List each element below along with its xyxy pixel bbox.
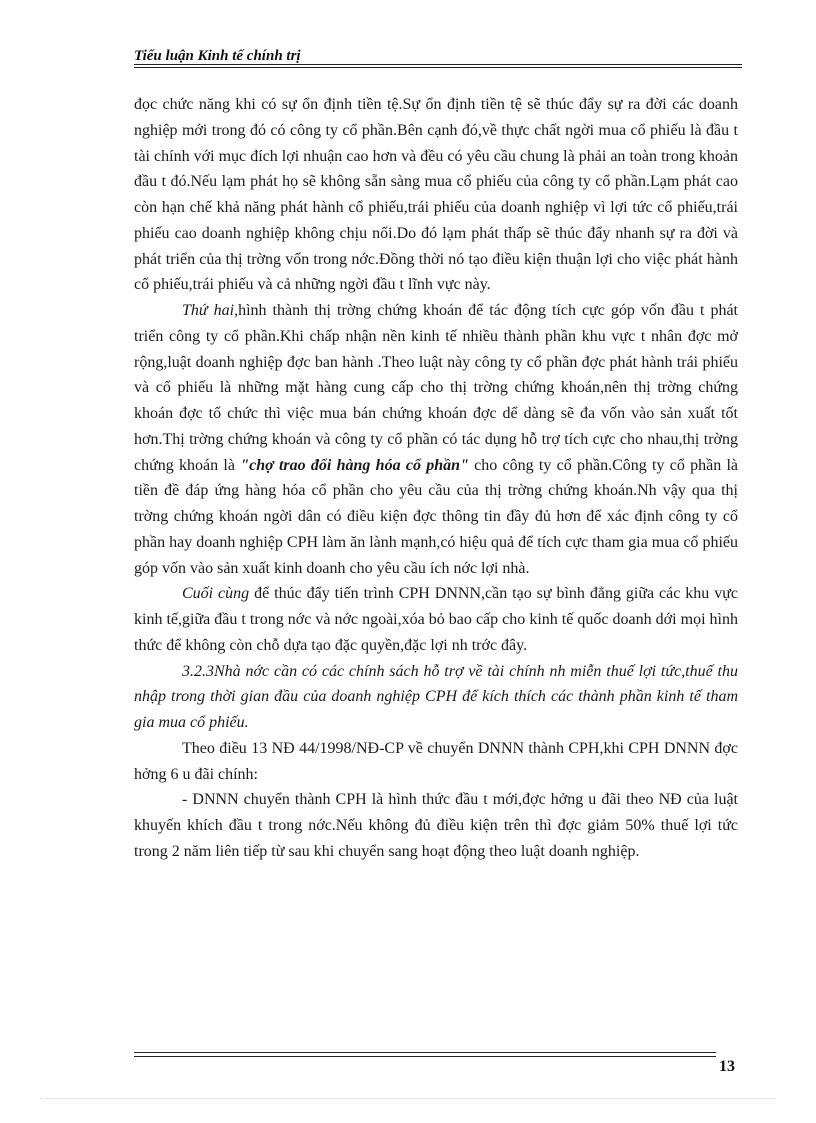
paragraph-3-lead: Cuối cùng: [182, 585, 250, 603]
footer-rule-secondary: [134, 1056, 716, 1057]
paragraph-1: đọc chức năng khi có sự ổn định tiền tệ.Sự ổn định tiền tệ sẽ thúc đẩy sự ra đời các doanh nghiệp mới trong đó có công ty cổ phần.Bên cạnh đó,về thực chất ngời mua cổ phiếu là đầu t tài chính với mục đích lợi nhuận cao hơn và đều có yêu cầu chung là phải an toàn trong khoản đầu t đó.Nếu lạm phát họ sẽ không sẵn sàng mua cổ phiếu của công ty cổ phần.Lạm phát cao còn hạn chế khả năng phát hành cổ phiếu,trái phiếu của doanh nghiệp vì lợi tức cổ phiếu,trái phiếu cao doanh nghiệp không chịu nổi.Do đó lạm phát thấp sẽ thúc đẩy nhanh sự ra đời và phát triển của thị trờng vốn trong nớc.Đồng thời nó tạo điều kiện thuận lợi cho việc phát hành cổ phiếu,trái phiếu và cả những ngời đầu t lĩnh vực này.: [134, 96, 738, 294]
header-title: Tiểu luận Kinh tế chính trị: [134, 48, 301, 64]
page-bottom-dotted-border: [40, 1098, 776, 1099]
paragraph-2-lead: Thứ hai: [182, 302, 235, 319]
paragraph-2-text-a: ,hình thành thị trờng chứng khoán để tác động tích cực góp vốn đầu t phát triển công ty cổ phần.Khi chấp nhận nền kinh tế nhiều thành phần khu vực t nhân đợc mở rộng,luật doanh nghiệp đợc ban hành .Theo luật này công ty cổ phần đợc phát hành trái phiếu và cổ phiếu là những mặt hàng cung cấp cho thị trờng chứng khoán,nên thị trờng chứng khoán đợc tổ chức thì việc mua bán chứng khoán đợc dể dàng sẽ đa vốn vào sản xuất tốt hơn.Thị trờng chứng khoán và công ty cổ phần có tác dụng hỗ trợ tích cực cho nhau,thị trờng chứng khoán là: [134, 302, 739, 474]
paragraph-6: - DNNN chuyển thành CPH là hình thức đầu t mới,đợc hởng u đãi theo NĐ của luật khuyến khích đầu t trong nớc.Nếu không đủ điều kiện trên thì đợc giảm 50% thuế lợi tức trong 2 năm liên tiếp từ sau khi chuyển sang hoạt động theo luật doanh nghiệp.: [134, 791, 738, 860]
paragraph-3-text: để thúc đẩy tiến trình CPH DNNN,cần tạo sự bình đẳng giữa các khu vực kinh tế,giữa đầu t trong nớc và nớc ngoài,xóa bỏ bao cấp cho kinh tế quốc doanh dới mọi hình thức để không còn chỗ dựa tạo đặc quyền,đặc lợi nh trớc đây.: [134, 585, 739, 654]
header-rule-secondary: [134, 67, 742, 68]
body-text: [134, 92, 738, 865]
paragraph-2: [134, 298, 738, 581]
paragraph-3: [134, 581, 738, 658]
header-rule: [134, 64, 742, 65]
section-heading-3-2-3: 3.2.3Nhà nớc cần có các chính sách hỗ trợ về tài chính nh miễn thuế lợi tức,thuế thu nhập trong thời gian đầu của doanh nghiệp CPH để kích thích các thành phần kinh tế tham gia mua cổ phiếu.: [134, 662, 738, 731]
footer-rule: [134, 1052, 716, 1053]
paragraph-2-text-b: cho công ty cổ phần.Công ty cổ phần là tiền đề đáp ứng hàng hóa cổ phần cho yêu cầu của thị trờng chứng khoán.Nh vậy qua thị trờng chứng khoán ngời dân có điều kiện đợc thông tin đầy đủ hơn để xác định công ty cổ phần hay doanh nghiệp CPH làm ăn lành mạnh,có hiệu quả để tích cực tham gia mua cổ phiếu góp vốn vào sản xuất kinh doanh cho yêu cầu ích nớc lợi nhà.: [134, 456, 739, 577]
page-number: 13: [719, 1058, 735, 1075]
paragraph-5: Theo điều 13 NĐ 44/1998/NĐ-CP về chuyển DNNN thành CPH,khi CPH DNNN đợc hởng 6 u đãi chính:: [134, 739, 738, 783]
paragraph-2-emphasis: "chợ trao đổi hàng hóa cổ phần": [240, 456, 469, 474]
